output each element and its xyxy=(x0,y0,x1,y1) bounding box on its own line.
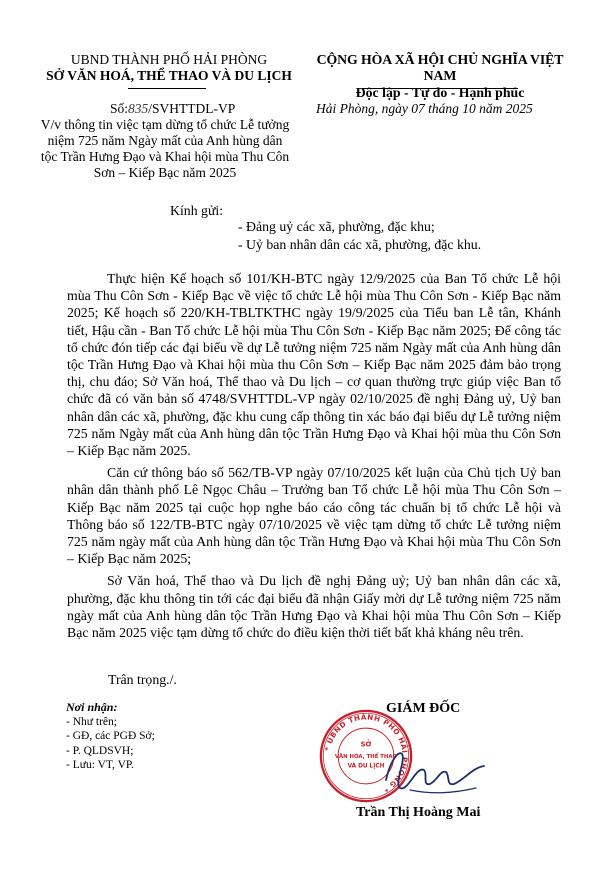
issuing-agency-block xyxy=(38,52,300,84)
recipient-item: - Đảng uỷ các xã, phường, đặc khu; xyxy=(238,219,435,234)
body-paragraph: Sở Văn hoá, Thể thao và Du lịch đề nghị Đảng uỷ; Uỷ ban nhân dân các xã, phường, đặc khu thông tin tới các đại biểu đã nhận Giấy mời dự Lễ tưởng niệm 725 năm ngày mất của Anh hùng dân tộc Trần Hưng Đạo và Khai hội mùa Thu Côn Sơn – Kiếp Bạc năm 2025 việc tạm dừng tổ chức do điều kiện thời tiết bất khả kháng nêu trên. xyxy=(67,573,561,641)
distribution-item: - P. QLDSVH; xyxy=(66,744,134,757)
salutation: Kính gửi: xyxy=(170,203,224,218)
closing-phrase: Trân trọng./. xyxy=(108,672,177,687)
document-body xyxy=(67,270,561,646)
distribution-list xyxy=(66,700,155,773)
parent-agency: UBND THÀNH PHỐ HẢI PHÒNG xyxy=(70,52,268,67)
signer-title: GIÁM ĐỐC xyxy=(386,701,461,716)
distribution-item: - Như trên; xyxy=(66,715,117,728)
body-paragraph: Thực hiện Kế hoạch số 101/KH-BTC ngày 12/9/2025 của Ban Tổ chức Lễ hội mùa Thu Côn Sơn - Kiếp Bạc về việc tổ chức Lễ hội mùa Thu Côn Sơn - Kiếp Bạc năm 2025; Kế hoạch số 220/KH-TBLTKTHC ngày 19/9/2025 của Tiểu ban Lễ tân, Khánh tiết, Hậu cần - Ban Tổ chức Lễ hội mùa Thu Côn Sơn - Kiếp Bạc năm 2025; Để công tác tổ chức đón tiếp các đại biểu về dự Lễ tưởng niệm 725 năm Ngày mất của Anh hùng dân tộc Trần Hưng Đạo và Khai hội mùa thu Côn Sơn – Kiếp Bạc năm 2025 đảm bảo trọng thị, chu đáo; Sở Văn hoá, Thể thao và Du lịch – cơ quan thường trực giúp việc Ban tổ chức đã có văn bản số 4748/SVHTTDL-VP ngày 02/10/2025 đề nghị Đảng uỷ, Uỷ ban nhân dân các xã, phường, đặc khu cung cấp thông tin xác báo đại biểu dự Lễ tưởng niệm 725 năm Ngày mất của Anh hùng dân tộc Trần Hưng Đạo và Khai hội mùa thu Côn Sơn – Kiếp Bạc năm 2025. xyxy=(67,271,561,459)
national-motto: Độc lập - Tự do - Hạnh phúc xyxy=(355,85,525,100)
distribution-item: - Lưu: VT, VP. xyxy=(66,759,134,771)
distribution-title: Nơi nhận: xyxy=(66,700,118,714)
body-paragraph: Căn cứ thông báo số 562/TB-VP ngày 07/10/2025 kết luận của Chủ tịch Uỷ ban nhân dân thành phố Lê Ngọc Châu – Trưởng ban Tổ chức Lễ hội mùa Thu Côn Sơn – Kiếp Bạc năm 2025 tại cuộc họp nghe báo cáo công tác chuẩn bị tổ chức Lễ hội và Thông báo số 122/TB-BTC ngày 07/10/2025 về việc tạm dừng tổ chức Lễ tưởng niệm 725 năm ngày mất của Anh hùng dân tộc Trần Hưng Đạo và Khai hội mùa Thu Côn Sơn – Kiếp Bạc năm 2025; xyxy=(67,465,561,567)
national-title: CỘNG HÒA XÃ HỘI CHỦ NGHĨA VIỆT NAM xyxy=(316,52,564,83)
seal-center-line: VÀ DU LỊCH xyxy=(347,763,385,770)
distribution-item: - GĐ, các PGĐ Sở; xyxy=(66,730,155,742)
motto-underline xyxy=(362,88,518,89)
recipient-item: - Uỷ ban nhân dân các xã, phường, đặc khu. xyxy=(238,237,482,252)
document-number-value: 835 xyxy=(128,101,149,116)
seal-ring-text: * UBND THÀNH PHỐ HẢI PHÒNG * xyxy=(322,712,410,795)
document-number-prefix: Số: xyxy=(110,101,129,116)
document-number xyxy=(110,101,235,117)
seal-center-line: VĂN HÓA, THỂ THAO xyxy=(334,753,398,760)
document-subject: V/v thông tin việc tạm dừng tổ chức Lễ tưởng niệm 725 năm Ngày mất của Anh hùng dân tộc Trần Hưng Đạo và Khai hội mùa Thu Côn Sơn – Kiếp Bạc năm 2025 xyxy=(40,117,290,180)
signer-name: Trần Thị Hoàng Mai xyxy=(356,805,481,820)
recipient-list xyxy=(238,218,481,254)
issuing-agency: SỞ VĂN HOÁ, THỂ THAO VÀ DU LỊCH xyxy=(46,68,292,83)
handwritten-signature-icon xyxy=(380,740,490,800)
agency-underline xyxy=(128,88,206,89)
place-and-date: Hải Phòng, ngày 07 tháng 10 năm 2025 xyxy=(316,101,533,116)
document-number-suffix: /SVHTTDL-VP xyxy=(148,101,236,116)
national-heading-block xyxy=(300,52,580,101)
seal-center-line: SỞ xyxy=(360,740,372,749)
